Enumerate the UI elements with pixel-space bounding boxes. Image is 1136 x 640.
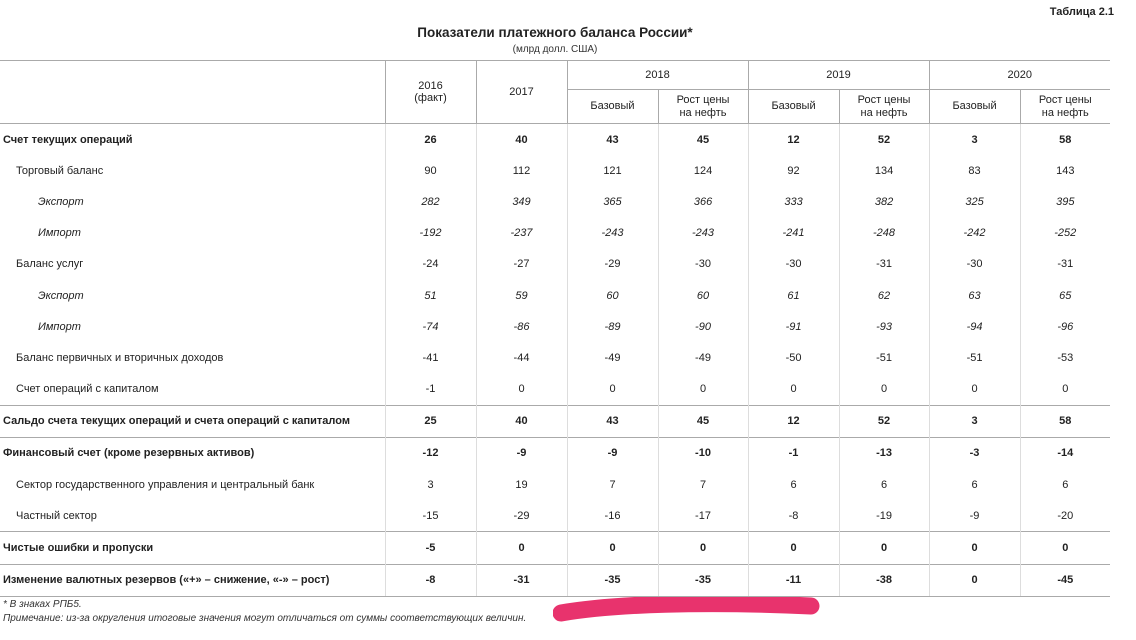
cell-value: 63: [929, 280, 1020, 311]
cell-value: -91: [748, 311, 839, 342]
table-row: [0, 374, 1110, 406]
cell-value: -14: [1020, 437, 1110, 469]
cell-value: -5: [385, 532, 476, 564]
cell-value: 333: [748, 186, 839, 217]
cell-value: 6: [1020, 469, 1110, 500]
row-label: Баланс первичных и вторичных доходов: [16, 351, 224, 364]
table-body: [0, 124, 1110, 597]
cell-value: -31: [839, 249, 929, 280]
row-label: Импорт: [38, 320, 81, 333]
cell-value: -243: [567, 218, 658, 249]
cell-value: -11: [748, 564, 839, 596]
cell-value: -96: [1020, 311, 1110, 342]
header-2019-base: Базовый: [748, 90, 839, 124]
table-row: [0, 564, 1110, 596]
cell-value: -3: [929, 437, 1020, 469]
row-label: Частный сектор: [16, 509, 97, 522]
cell-value: 0: [929, 564, 1020, 596]
row-label: Торговый баланс: [16, 164, 104, 177]
cell-value: -9: [929, 500, 1020, 532]
cell-value: -35: [567, 564, 658, 596]
header-2020: 2020: [929, 61, 1110, 90]
cell-value: 62: [839, 280, 929, 311]
cell-value: -38: [839, 564, 929, 596]
header-blank: [0, 61, 385, 124]
cell-value: 25: [385, 405, 476, 437]
cell-value: -51: [839, 342, 929, 373]
header-2016: 2016 (факт): [385, 61, 476, 124]
header-2018-oil: Рост цены на нефть: [658, 90, 748, 124]
cell-value: 121: [567, 155, 658, 186]
cell-value: 43: [567, 405, 658, 437]
cell-value: 43: [567, 124, 658, 156]
cell-value: -31: [476, 564, 567, 596]
cell-value: -242: [929, 218, 1020, 249]
table-row: [0, 249, 1110, 280]
cell-value: -27: [476, 249, 567, 280]
cell-value: 58: [1020, 124, 1110, 156]
row-label: Импорт: [38, 227, 81, 240]
table-unit: (млрд долл. США): [512, 44, 598, 55]
table-row: [0, 124, 1110, 156]
cell-value: -8: [748, 500, 839, 532]
cell-value: 395: [1020, 186, 1110, 217]
table-row: [0, 342, 1110, 373]
cell-value: -9: [567, 437, 658, 469]
cell-value: -237: [476, 218, 567, 249]
cell-value: -41: [385, 342, 476, 373]
cell-value: -94: [929, 311, 1020, 342]
cell-value: 19: [476, 469, 567, 500]
row-label: Сектор государственного управления и центральный банк: [16, 478, 315, 491]
cell-value: -192: [385, 218, 476, 249]
cell-value: -15: [385, 500, 476, 532]
cell-value: 0: [658, 374, 748, 406]
cell-value: 0: [748, 532, 839, 564]
cell-value: -35: [658, 564, 748, 596]
header-2020-base: Базовый: [929, 90, 1020, 124]
table-row: [0, 280, 1110, 311]
cell-value: -30: [748, 249, 839, 280]
cell-value: 0: [839, 532, 929, 564]
cell-value: -86: [476, 311, 567, 342]
cell-value: 59: [476, 280, 567, 311]
table-row: [0, 186, 1110, 217]
header-2019-oil: Рост цены на нефть: [839, 90, 929, 124]
rounding-note: Примечание: из-за округления итоговые значения могут отличаться от суммы соответствующих величин.: [3, 613, 527, 624]
header-2019: 2019: [748, 61, 929, 90]
cell-value: 0: [748, 374, 839, 406]
cell-value: 90: [385, 155, 476, 186]
table-row: [0, 218, 1110, 249]
cell-value: 7: [658, 469, 748, 500]
cell-value: 365: [567, 186, 658, 217]
cell-value: -51: [929, 342, 1020, 373]
cell-value: 0: [929, 532, 1020, 564]
cell-value: 58: [1020, 405, 1110, 437]
row-label: Сальдо счета текущих операций и счета операций с капиталом: [0, 405, 385, 437]
table-notes: [3, 598, 526, 626]
cell-value: -243: [658, 218, 748, 249]
cell-value: -49: [658, 342, 748, 373]
row-label: Счет текущих операций: [0, 124, 385, 156]
row-label: Экспорт: [38, 289, 84, 302]
row-label: Экспорт: [38, 195, 84, 208]
cell-value: 12: [748, 405, 839, 437]
cell-value: 366: [658, 186, 748, 217]
header-2020-oil: Рост цены на нефть: [1020, 90, 1110, 124]
cell-value: -19: [839, 500, 929, 532]
redaction-marker-stroke: [553, 597, 823, 623]
cell-value: -50: [748, 342, 839, 373]
table-row: [0, 437, 1110, 469]
table-row: [0, 500, 1110, 532]
cell-value: -17: [658, 500, 748, 532]
row-label: Финансовый счет (кроме резервных активов): [0, 437, 385, 469]
cell-value: 6: [748, 469, 839, 500]
cell-value: -8: [385, 564, 476, 596]
cell-value: 0: [567, 374, 658, 406]
row-label: Счет операций с капиталом: [16, 383, 159, 396]
header-2017: 2017: [476, 61, 567, 124]
cell-value: 0: [476, 532, 567, 564]
cell-value: 134: [839, 155, 929, 186]
cell-value: 40: [476, 124, 567, 156]
cell-value: 0: [839, 374, 929, 406]
row-label: Баланс услуг: [16, 258, 84, 271]
table-row: [0, 532, 1110, 564]
cell-value: 65: [1020, 280, 1110, 311]
cell-value: 12: [748, 124, 839, 156]
cell-value: -10: [658, 437, 748, 469]
cell-value: -12: [385, 437, 476, 469]
cell-value: 6: [929, 469, 1020, 500]
cell-value: 143: [1020, 155, 1110, 186]
cell-value: -49: [567, 342, 658, 373]
cell-value: 349: [476, 186, 567, 217]
cell-value: 52: [839, 405, 929, 437]
footnote: * В знаках РПБ5.: [3, 599, 82, 610]
cell-value: 45: [658, 124, 748, 156]
cell-value: 60: [658, 280, 748, 311]
cell-value: 112: [476, 155, 567, 186]
cell-value: 0: [476, 374, 567, 406]
cell-value: -9: [476, 437, 567, 469]
cell-value: 3: [929, 124, 1020, 156]
cell-value: -31: [1020, 249, 1110, 280]
cell-value: -1: [748, 437, 839, 469]
cell-value: 40: [476, 405, 567, 437]
cell-value: 92: [748, 155, 839, 186]
table-row: [0, 155, 1110, 186]
cell-value: 52: [839, 124, 929, 156]
cell-value: -89: [567, 311, 658, 342]
table-row: [0, 405, 1110, 437]
header-2018-base: Базовый: [567, 90, 658, 124]
cell-value: -44: [476, 342, 567, 373]
cell-value: -252: [1020, 218, 1110, 249]
cell-value: -248: [839, 218, 929, 249]
cell-value: 3: [929, 405, 1020, 437]
cell-value: -20: [1020, 500, 1110, 532]
cell-value: 0: [1020, 532, 1110, 564]
table-number: Таблица 2.1: [1049, 6, 1114, 18]
cell-value: -93: [839, 311, 929, 342]
cell-value: 3: [385, 469, 476, 500]
row-label: Чистые ошибки и пропуски: [0, 532, 385, 564]
cell-value: -30: [658, 249, 748, 280]
cell-value: -30: [929, 249, 1020, 280]
cell-value: -74: [385, 311, 476, 342]
cell-value: -24: [385, 249, 476, 280]
cell-value: 325: [929, 186, 1020, 217]
table-title: Показатели платежного баланса России*: [417, 25, 693, 40]
cell-value: -13: [839, 437, 929, 469]
cell-value: 7: [567, 469, 658, 500]
cell-value: 124: [658, 155, 748, 186]
cell-value: -1: [385, 374, 476, 406]
balance-of-payments-table: [0, 60, 1110, 597]
cell-value: -29: [476, 500, 567, 532]
table-row: [0, 311, 1110, 342]
cell-value: 6: [839, 469, 929, 500]
table-row: [0, 469, 1110, 500]
cell-value: 0: [567, 532, 658, 564]
cell-value: -29: [567, 249, 658, 280]
cell-value: 45: [658, 405, 748, 437]
cell-value: 83: [929, 155, 1020, 186]
cell-value: -53: [1020, 342, 1110, 373]
header-2018: 2018: [567, 61, 748, 90]
cell-value: -90: [658, 311, 748, 342]
cell-value: 0: [1020, 374, 1110, 406]
cell-value: 0: [658, 532, 748, 564]
cell-value: -16: [567, 500, 658, 532]
cell-value: -241: [748, 218, 839, 249]
cell-value: 61: [748, 280, 839, 311]
cell-value: -45: [1020, 564, 1110, 596]
cell-value: 60: [567, 280, 658, 311]
row-label: Изменение валютных резервов («+» – снижение, «-» – рост): [0, 564, 385, 596]
cell-value: 382: [839, 186, 929, 217]
cell-value: 26: [385, 124, 476, 156]
cell-value: 282: [385, 186, 476, 217]
cell-value: 0: [929, 374, 1020, 406]
cell-value: 51: [385, 280, 476, 311]
